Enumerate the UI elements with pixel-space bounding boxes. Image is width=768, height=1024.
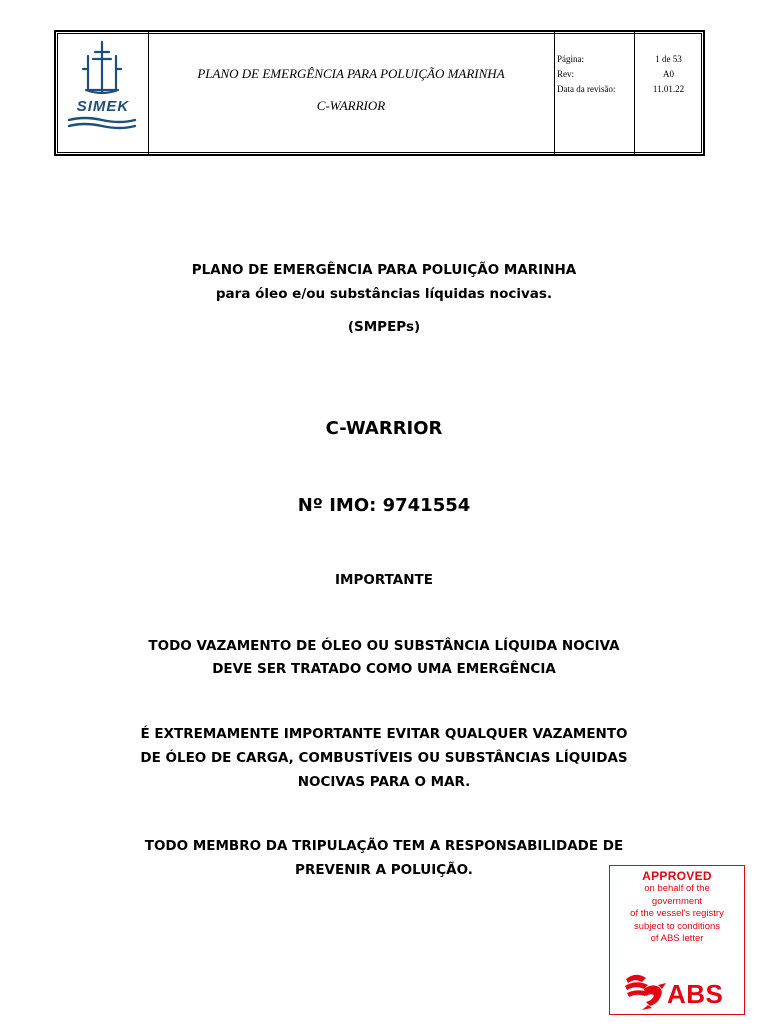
stamp-line-3: of the vessel's registry: [630, 908, 724, 919]
date-label: Data da revisão:: [557, 84, 616, 94]
stamp-line-1: on behalf of the: [644, 883, 710, 894]
header-vessel: C-WARRIOR: [316, 98, 386, 113]
document-header: [54, 30, 705, 156]
page-value: 1 de 53: [655, 54, 682, 64]
stamp-line-4: subject to conditions: [633, 920, 721, 932]
eagle-icon: [622, 969, 672, 1011]
rev-value: A0: [663, 69, 674, 79]
important-heading: IMPORTANTE: [335, 572, 433, 588]
stamp-line-2: government: [651, 895, 703, 907]
vessel-name: C-WARRIOR: [325, 418, 443, 439]
header-meta-values: [634, 32, 703, 154]
logo-waves: [56, 116, 148, 146]
abs-approval-stamp: [609, 865, 745, 1015]
stamp-approved: APPROVED: [642, 869, 712, 883]
paragraph-3-line-1: TODO MEMBRO DA TRIPULAÇÃO TEM A RESPONSABILIDADE DE: [144, 838, 624, 854]
date-value: 11.01.22: [652, 84, 685, 94]
paragraph-3-line-2: PREVENIR A POLUIÇÃO.: [295, 862, 473, 878]
paragraph-2-line-1: É EXTREMAMENTE IMPORTANTE EVITAR QUALQUER VAZAMENTO: [140, 726, 628, 742]
header-title-cell: [148, 32, 555, 154]
imo-number: Nº IMO: 9741554: [297, 495, 471, 516]
paragraph-1-line-1: TODO VAZAMENTO DE ÓLEO OU SUBSTÂNCIA LÍQUIDA NOCIVA: [148, 638, 620, 654]
header-title: PLANO DE EMERGÊNCIA PARA POLUIÇÃO MARINHA: [197, 66, 505, 81]
company-logo: [56, 32, 149, 154]
paragraph-1-line-2: DEVE SER TRATADO COMO UMA EMERGÊNCIA: [212, 661, 556, 677]
rev-label: Rev:: [557, 69, 574, 79]
paragraph-2-line-3: NOCIVAS PARA O MAR.: [297, 774, 471, 790]
document-subtitle: para óleo e/ou substâncias líquidas nocivas.: [215, 286, 553, 302]
paragraph-2-line-2: DE ÓLEO DE CARGA, COMBUSTÍVEIS OU SUBSTÂNCIAS LÍQUIDAS: [140, 750, 628, 766]
document-acronym: (SMPEPs): [347, 319, 421, 335]
document-title: PLANO DE EMERGÊNCIA PARA POLUIÇÃO MARINHA: [191, 262, 577, 278]
page-label: Página:: [557, 54, 584, 64]
logo-text: SIMEK: [76, 98, 130, 115]
header-meta-labels: [554, 32, 635, 154]
stamp-line-5: of ABS letter: [650, 933, 704, 944]
abs-logo: ABS: [667, 979, 724, 1009]
